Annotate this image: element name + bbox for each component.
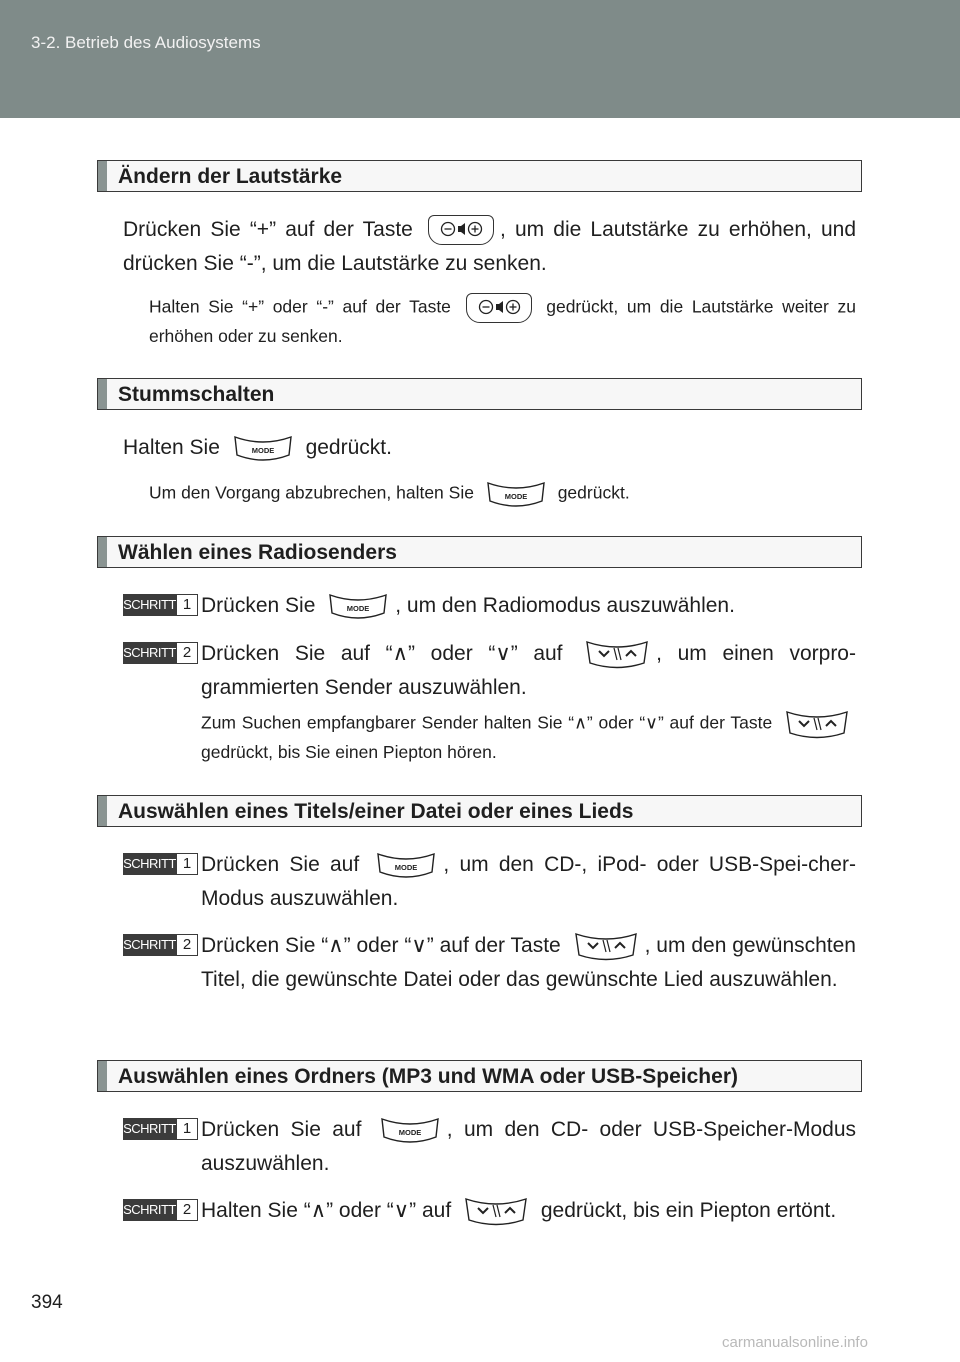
- section-folder-title: Auswählen eines Ordners (MP3 und WMA oder USB-Speicher): [118, 1065, 738, 1088]
- step-badge-number: 2: [176, 934, 198, 956]
- page-header: [0, 0, 960, 118]
- radio-note-text-a: Zum Suchen empfangbarer Sender halten Sie “∧” oder “∨” auf der Taste: [201, 712, 773, 733]
- section-track-header: [97, 795, 862, 827]
- mode-button-icon: [485, 479, 547, 509]
- folder-step-2: [201, 1194, 856, 1228]
- seek-button-icon: [784, 709, 850, 739]
- track-step-1-text-a: Drücken Sie auf: [201, 853, 360, 876]
- folder-step-1-text-b: , um den CD- oder USB-Speicher-Modus auszuwählen.: [201, 1118, 856, 1175]
- radio-step-2-text-a: Drücken Sie auf “∧” oder “∨” auf: [201, 642, 563, 665]
- step-badge-number: 1: [176, 594, 198, 616]
- mode-button-icon: [232, 433, 294, 463]
- radio-step-1-text-a: Drücken Sie: [201, 594, 316, 617]
- mute-note: [149, 479, 856, 509]
- volume-instruction: [123, 213, 856, 281]
- watermark: carmanualsonline.info: [722, 1334, 868, 1351]
- radio-step-2-text-b: , um einen vorpro-grammierten Sender auszuwählen.: [201, 642, 856, 699]
- step-badge-number: 1: [176, 853, 198, 875]
- volume-note-text-b: gedrückt, um die Lautstärke weiter zu erhöhen oder zu senken.: [149, 296, 856, 346]
- step-badge-number: 1: [176, 1118, 198, 1140]
- track-step-2: [201, 929, 856, 997]
- step-badge: [123, 642, 197, 664]
- mute-instruction: [123, 431, 856, 465]
- section-volume-title: Ändern der Lautstärke: [118, 165, 343, 188]
- mute-note-text-a: Um den Vorgang abzubrechen, halten Sie: [149, 482, 474, 503]
- volume-instruction-text-b: , um die Lautstärke zu erhöhen, und drücken Sie “-”, um die Lautstärke zu senken.: [123, 218, 857, 275]
- volume-instruction-text-a: Drücken Sie “+” auf der Taste: [123, 218, 413, 241]
- mode-button-icon: [327, 591, 389, 621]
- folder-step-2-text-b: gedrückt, bis ein Piepton ertönt.: [540, 1199, 837, 1222]
- radio-step-1: [201, 589, 856, 623]
- volume-note: [149, 293, 856, 350]
- section-radio-header: [97, 536, 862, 568]
- mute-note-text-b: gedrückt.: [557, 482, 630, 503]
- volume-button-icon: [466, 293, 532, 323]
- section-folder-header: [97, 1060, 862, 1092]
- seek-button-icon: [463, 1196, 529, 1226]
- step-badge-label: SCHRITT: [123, 1199, 176, 1221]
- track-step-1: [201, 848, 856, 916]
- step-badge: [123, 934, 197, 956]
- section-volume-header: [97, 160, 862, 192]
- mute-instruction-text-b: gedrückt.: [305, 436, 392, 459]
- step-badge-number: 2: [176, 642, 198, 664]
- track-step-1-text-b: , um den CD-, iPod- oder USB-Spei-cher-Modus auszuwählen.: [201, 853, 856, 910]
- step-badge-label: SCHRITT: [123, 934, 176, 956]
- folder-step-2-text-a: Halten Sie “∧” oder “∨” auf: [201, 1199, 452, 1222]
- section-radio-title: Wählen eines Radiosenders: [118, 541, 397, 564]
- folder-step-1-text-a: Drücken Sie auf: [201, 1118, 362, 1141]
- section-mute-header: [97, 378, 862, 410]
- page-number: 394: [31, 1292, 63, 1313]
- folder-step-1: [201, 1113, 856, 1181]
- step-badge: [123, 594, 197, 616]
- seek-button-icon: [584, 639, 650, 669]
- volume-note-text-a: Halten Sie “+” oder “-” auf der Taste: [149, 296, 451, 317]
- volume-button-icon: [428, 215, 494, 245]
- radio-step-2: [201, 637, 856, 705]
- step-badge-label: SCHRITT: [123, 853, 176, 875]
- step-badge-number: 2: [176, 1199, 198, 1221]
- step-badge: [123, 1199, 197, 1221]
- seek-button-icon: [573, 931, 639, 961]
- section-mute-title: Stummschalten: [118, 383, 275, 406]
- step-badge-label: SCHRITT: [123, 1118, 176, 1140]
- radio-note: [201, 709, 856, 766]
- track-step-2-text-b: , um den gewünschten Titel, die gewünschte Datei oder das gewünschte Lied auszuwählen.: [201, 934, 856, 991]
- radio-step-1-text-b: , um den Radiomodus auszuwählen.: [395, 594, 735, 617]
- section-track-title: Auswählen eines Titels/einer Datei oder eines Lieds: [118, 800, 634, 823]
- mode-button-icon: [375, 850, 437, 880]
- step-badge-label: SCHRITT: [123, 594, 176, 616]
- step-badge-label: SCHRITT: [123, 642, 176, 664]
- track-step-2-text-a: Drücken Sie “∧” oder “∨” auf der Taste: [201, 934, 561, 957]
- radio-note-text-b: gedrückt, bis Sie einen Piepton hören.: [201, 742, 497, 762]
- chapter-title: 3-2. Betrieb des Audiosystems: [31, 33, 261, 52]
- step-badge: [123, 1118, 197, 1140]
- step-badge: [123, 853, 197, 875]
- mute-instruction-text-a: Halten Sie: [123, 436, 220, 459]
- mode-button-icon: [379, 1115, 441, 1145]
